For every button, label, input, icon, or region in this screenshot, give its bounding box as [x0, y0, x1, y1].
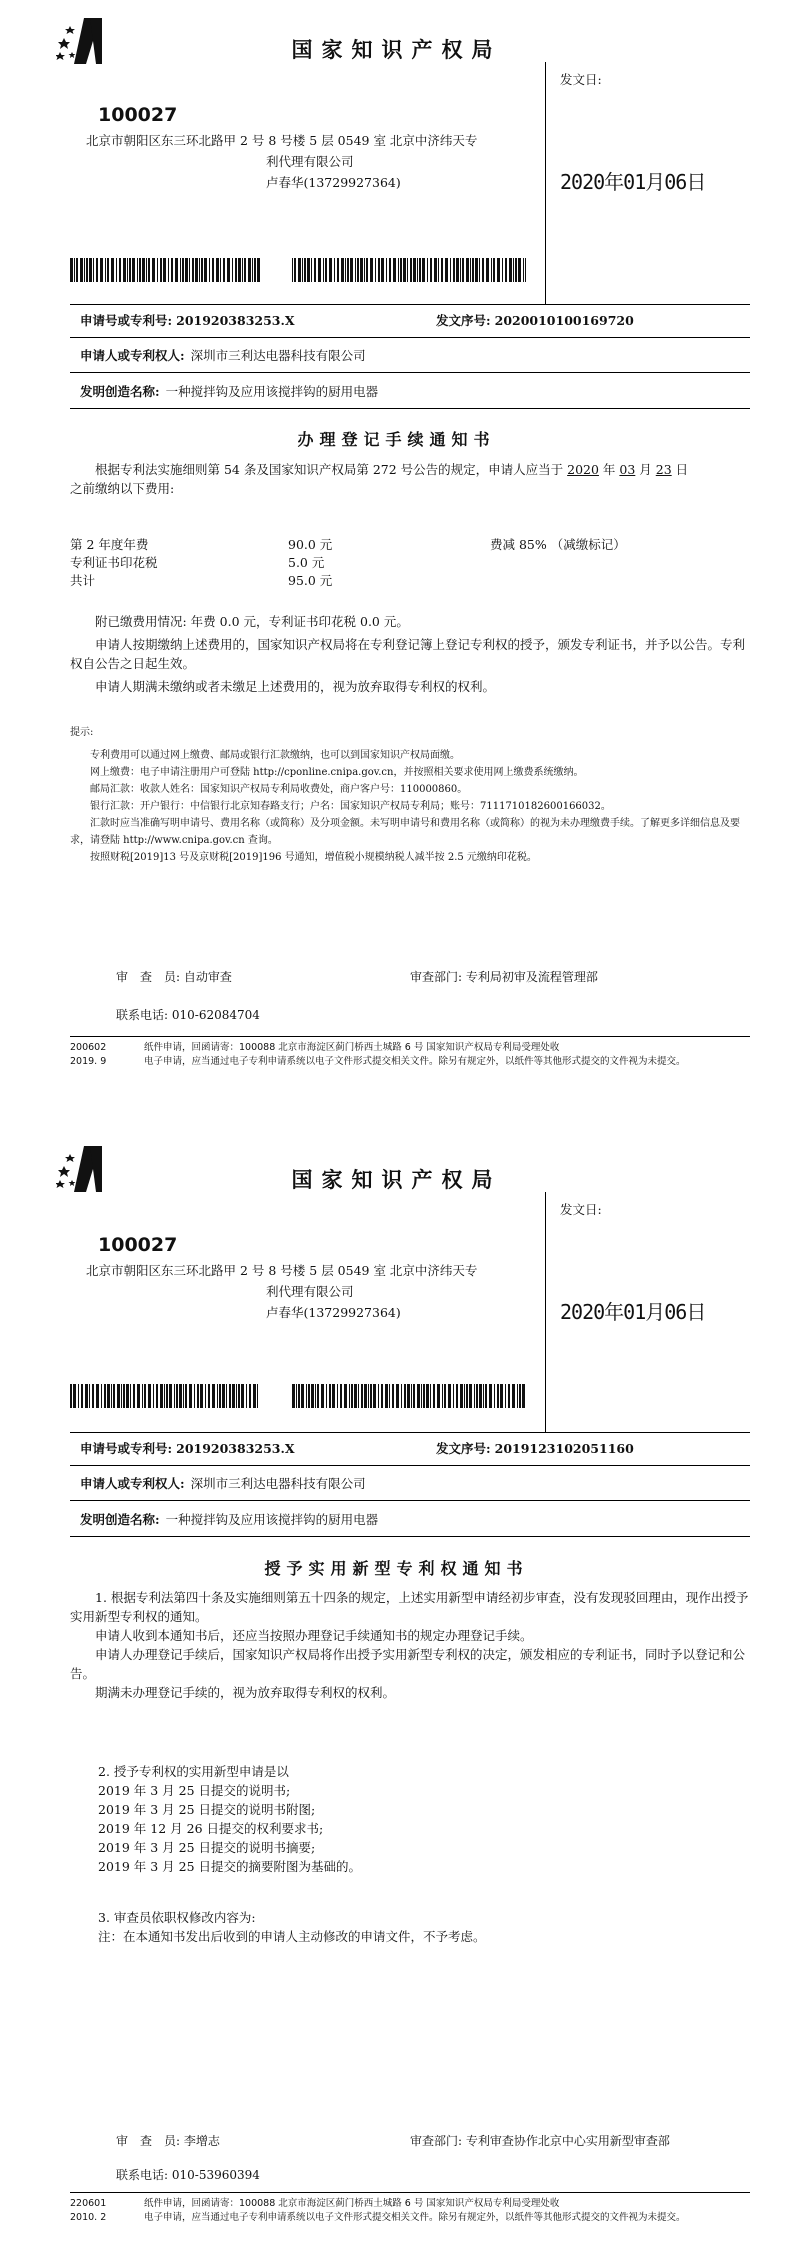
invention-name: 一种搅拌钩及应用该搅拌钩的厨用电器 — [165, 1512, 379, 1527]
department: 审查部门: 专利局初审及流程管理部 — [410, 970, 598, 984]
examiner: 审 查 员: 李增志 — [116, 2134, 220, 2148]
applicant: 深圳市三利达电器科技有限公司 — [190, 348, 366, 363]
notice-title: 办理登记手续通知书 — [297, 430, 496, 449]
contact-phone: 联系电话: 010-53960394 — [116, 2168, 260, 2182]
body-paragraphs: 附已缴费用情况: 年费 0.0 元，专利证书印花税 0.0 元。 申请人按期缴纳上述费用的，国家知识产权局将在专利登记簿上登记专利权的授予，颁发专利证书，并予以公告。专利权自公告之日起生效。 申请人期满未缴纳或者未缴足上述费用的，视为放弃取得专利权的权利。 — [70, 614, 746, 694]
applicant-row: 申请人或专利权人: 深圳市三利达电器科技有限公司 — [70, 340, 750, 373]
document-number: 2019123102051160 — [494, 1441, 634, 1456]
department: 审查部门: 专利审查协作北京中心实用新型审查部 — [410, 2134, 670, 2148]
application-row: 申请号或专利号: 201920383253.X 发文序号: 2019123102051160 — [70, 1433, 750, 1466]
send-date-label: 发文日: — [560, 1202, 602, 1217]
notice-registration — [0, 0, 793, 1100]
list-item: 2019 年 3 月 25 日提交的说明书附图; — [98, 1802, 316, 1817]
notice-title: 授予实用新型专利权通知书 — [264, 1559, 529, 1578]
send-date: 2020年01月06日 — [560, 1300, 706, 1324]
footer: 200602 2019. 9 纸件申请，回函请寄：100088 北京市海淀区蓟门桥西土城路 6 号 国家知识产权局专利局受理处收 电子申请，应当通过电子专利申请系统以电子文件形式提交相关文件。除另有规定外，以纸件等其他形式提交的文件视为未提交。 — [70, 1036, 750, 1081]
invention-row: 发明创造名称: 一种搅拌钩及应用该搅拌钩的厨用电器 — [70, 376, 750, 409]
footer: 220601 2010. 2 纸件申请，回函请寄：100088 北京市海淀区蓟门桥西土城路 6 号 国家知识产权局专利局受理处收 电子申请，应当通过电子专利申请系统以电子文件形式提交相关文件。除另有规定外，以纸件等其他形式提交的文件视为未提交。 — [70, 2192, 750, 2239]
application-row: 申请号或专利号: 201920383253.X 发文序号: 2020010100169720 — [70, 305, 750, 338]
grant-basis-list: 2. 授予专利权的实用新型申请是以 2019 年 3 月 25 日提交的说明书; 2019 年 3 月 25 日提交的说明书附图; 2019 年 12 月 26 日提交的权利要求书; 2019 年 3 月 25 日提交的说明书摘要; 2019 年 3 月 25 日提交的摘要附图为基础的。 — [70, 1762, 750, 1876]
intro-paragraph: 根据专利法实施细则第 54 条及国家知识产权局第 272 号公告的规定，申请人应当于 2020 年 03 月 23 日 之前缴纳以下费用: — [70, 462, 689, 496]
examiner: 审 查 员: 自动审查 — [116, 970, 232, 984]
address: 北京市朝阳区东三环北路甲 2 号 8 号楼 5 层 0549 室 北京中济纬天专 利代理有限公司 卢春华(13729927364) — [86, 133, 478, 190]
barcode-left — [70, 258, 260, 282]
org-name: 国家知识产权局 — [291, 1167, 502, 1192]
applicant: 深圳市三利达电器科技有限公司 — [190, 1476, 366, 1491]
section-3: 3. 审查员依职权修改内容为: 注：在本通知书发出后收到的申请人主动修改的申请文件，不予考虑。 — [70, 1908, 750, 1946]
send-date: 2020年01月06日 — [560, 170, 706, 194]
body-paragraphs: 1. 根据专利法第四十条及实施细则第五十四条的规定，上述实用新型申请经初步审查，没有发现驳回理由，现作出授予实用新型专利权的通知。 申请人收到本通知书后，还应当按照办理登记手续通知书的规定办理登记手续。 申请人办理登记手续后，国家知识产权局将作出授予实用新型专利权的决定，颁发相应的专利证书，同时予以登记和公告。 期满未办理登记手续的，视为放弃取得专利权的权利。 — [70, 1590, 749, 1700]
postcode: 100027 — [98, 104, 178, 126]
send-date-label: 发文日: — [560, 72, 602, 87]
tips-section: 提示: 专利费用可以通过网上缴费、邮局或银行汇款缴纳，也可以到国家知识产权局面缴。 网上缴费：电子申请注册用户可登陆 http://cponline.cnipa.gov.cn，并按照相关要求使用网上缴费系统缴纳。 邮局汇款：收款人姓名：国家知识产权局专利局收费处，商户客户号：110000860。 银行汇款：开户银行：中信银行北京知春路支行；户名：国家知识产权局专利局；账号：7111710182600166032。 汇款时应当准确写明申请号、费用名称（或简称）及分项金额。未写明申请号和费用名称（或简称）的视为未办理缴费手续。了解更多详细信息及要求，请登陆 http://www.cnipa.gov.cn 查询。 按照财税[2019]13 号及京财税[2019]196 号通知，增值税小规模纳税人减半按 2.5 元缴纳印花税。 — [70, 727, 740, 863]
invention-name: 一种搅拌钩及应用该搅拌钩的厨用电器 — [165, 384, 379, 399]
fee-table — [70, 536, 750, 590]
list-item: 2019 年 3 月 25 日提交的说明书摘要; — [98, 1840, 316, 1855]
fee-row: 专利证书印花税 5.0 元 — [70, 555, 325, 570]
barcode-right — [292, 1384, 526, 1408]
invention-row: 发明创造名称: 一种搅拌钩及应用该搅拌钩的厨用电器 — [70, 1504, 750, 1537]
document-number: 2020010100169720 — [494, 313, 634, 328]
note: 注：在本通知书发出后收到的申请人主动修改的申请文件，不予考虑。 — [98, 1929, 486, 1944]
application-number: 201920383253.X — [176, 1441, 295, 1456]
application-number: 201920383253.X — [176, 313, 295, 328]
notice-grant — [0, 1128, 793, 2244]
list-item: 2019 年 12 月 26 日提交的权利要求书; — [98, 1821, 324, 1836]
address: 北京市朝阳区东三环北路甲 2 号 8 号楼 5 层 0549 室 北京中济纬天专 利代理有限公司 卢春华(13729927364) — [86, 1263, 478, 1320]
address-block — [70, 62, 750, 305]
barcode-left — [70, 1384, 260, 1408]
address-block — [70, 1192, 750, 1433]
fee-row: 共计 95.0 元 — [70, 573, 333, 588]
fee-row: 第 2 年度年费 90.0 元 费减 85% （减缴标记） — [70, 537, 626, 552]
postcode: 100027 — [98, 1234, 178, 1256]
org-name: 国家知识产权局 — [291, 37, 502, 62]
list-item: 2019 年 3 月 25 日提交的摘要附图为基础的。 — [98, 1859, 362, 1874]
barcode-right — [292, 258, 526, 282]
list-item: 2019 年 3 月 25 日提交的说明书; — [98, 1783, 291, 1798]
contact-phone: 联系电话: 010-62084704 — [116, 1008, 260, 1022]
applicant-row: 申请人或专利权人: 深圳市三利达电器科技有限公司 — [70, 1468, 750, 1501]
